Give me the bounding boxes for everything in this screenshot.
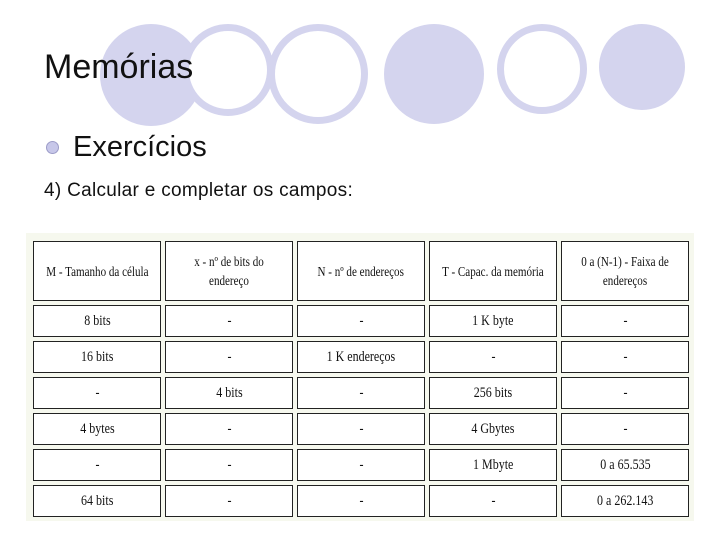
table-cell: -: [561, 413, 689, 445]
bullet-dot-icon: [46, 141, 59, 154]
header-cell-address-range: 0 a (N-1) - Faixa de endereços: [561, 241, 689, 301]
table-cell: -: [429, 485, 557, 517]
table-cell: 1 Mbyte: [429, 449, 557, 481]
table-row: [33, 413, 689, 445]
table-cell: 1 K byte: [429, 305, 557, 337]
exercise-instruction: 4) Calcular e completar os campos:: [44, 180, 354, 201]
bullet-item: [46, 131, 207, 164]
header-cell-address-count: N - nº de endereços: [297, 241, 425, 301]
table-cell: 4 bits: [165, 377, 293, 409]
exercise-table: [29, 237, 693, 521]
decor-circle-3: [268, 24, 368, 124]
table-row: [33, 305, 689, 337]
table-row: [33, 449, 689, 481]
table-cell: -: [297, 449, 425, 481]
table-cell: -: [297, 377, 425, 409]
table-cell: 1 K endereços: [297, 341, 425, 373]
header-cell-size: M - Tamanho da célula: [33, 241, 161, 301]
decor-circle-4: [384, 24, 484, 124]
table-cell: 16 bits: [33, 341, 161, 373]
table-cell: -: [33, 377, 161, 409]
exercise-table-container: [26, 233, 694, 521]
table-cell: -: [297, 413, 425, 445]
table-cell: 8 bits: [33, 305, 161, 337]
table-row: [33, 341, 689, 373]
table-row: [33, 485, 689, 517]
table-cell: -: [165, 449, 293, 481]
table-cell: -: [561, 341, 689, 373]
table-cell: -: [165, 305, 293, 337]
table-cell: -: [165, 341, 293, 373]
table-cell: 4 bytes: [33, 413, 161, 445]
table-cell: 0 a 262.143: [561, 485, 689, 517]
table-cell: -: [165, 485, 293, 517]
bullet-text: Exercícios: [73, 131, 207, 163]
table-cell: -: [297, 485, 425, 517]
table-header-row: [33, 241, 689, 301]
table-cell: -: [429, 341, 557, 373]
header-cell-address-bits: x - nº de bits do endereço: [165, 241, 293, 301]
table-cell: 256 bits: [429, 377, 557, 409]
decor-circle-6: [599, 24, 685, 110]
table-cell: -: [33, 449, 161, 481]
table-cell: 0 a 65.535: [561, 449, 689, 481]
table-cell: 4 Gbytes: [429, 413, 557, 445]
table-cell: 64 bits: [33, 485, 161, 517]
table-cell: -: [561, 377, 689, 409]
table-row: [33, 377, 689, 409]
table-cell: -: [165, 413, 293, 445]
table-cell: -: [297, 305, 425, 337]
decor-circle-5: [497, 24, 587, 114]
slide-title: Memórias: [44, 48, 194, 86]
header-cell-capacity: T - Capac. da memória: [429, 241, 557, 301]
decor-circle-2: [182, 24, 274, 116]
table-cell: -: [561, 305, 689, 337]
